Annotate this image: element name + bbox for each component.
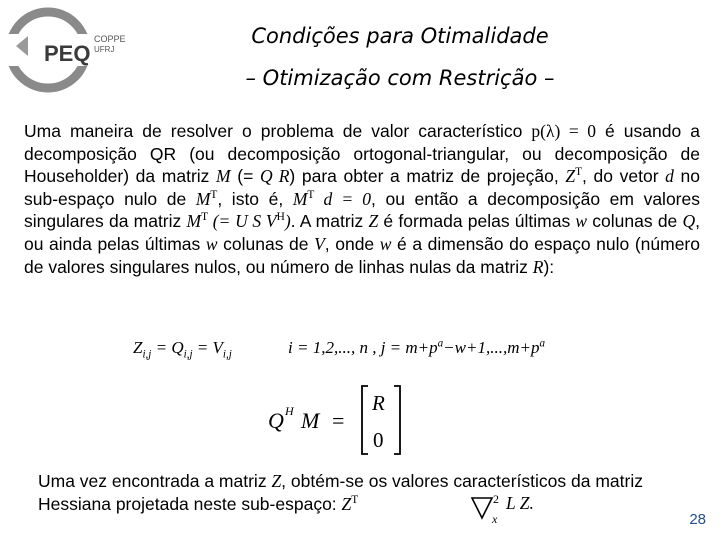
hessian-lz: L Z. [506,493,534,513]
main-paragraph: Uma maneira de resolver o problema de valor característico p(λ) = 0 é usando a decomposição QR (ou decomposição ortogonal-triangular, ou decomposição de Householder) da matriz M (= Q R) para obter a matriz de projeção, $Z^T$, do vetor d no sub-espaço nulo de $M^T$, isto é, $M^T$ d = 0, ou então a decomposição em valores singulares da matriz $M^T$ (= U S $V^H$). A matriz Z é formada pelas últimas w colunas de Q, ou ainda pelas últimas w colunas de V, onde w é a dimensão do espaço nulo (número de valores singulares nulos, ou número de linhas nulas da matriz R): [24,121,701,277]
left-bracket [362,386,368,454]
footer-paragraph: Uma vez encontrada a matriz Z, obtém-se os valores característicos da matriz Hessiana projetada neste sub-espaço: $Z^T$ [38,471,643,514]
svg-text:H: H [285,404,294,418]
svg-text:x: x [492,512,498,526]
svg-text:Q: Q [268,408,284,433]
svg-text:2: 2 [493,492,499,506]
svg-text:=: = [332,408,345,433]
nabla-operator [468,490,504,526]
page-number: 28 [689,511,706,528]
logo-text: PEQ [44,41,91,66]
right-bracket [394,386,400,454]
equation-index-range: i = 1,2,..., n , $j = m+p^a-w+1,...,m+p^a$ [288,337,545,357]
svg-text:R: R [372,391,385,415]
slide-title: Condições para Otimalidade [251,24,549,48]
equation-zqv: $Z_{i,j} = Q_{i,j} = V_{i,j}$ [133,338,232,361]
svg-text:M: M [301,408,320,433]
matrix-equation [268,382,418,457]
logo-coppe: COPPE [94,34,126,44]
slide-subtitle: – Otimização com Restrição – [245,66,555,90]
logo-ufrj: UFRJ [94,45,115,54]
svg-text:0: 0 [373,428,384,452]
